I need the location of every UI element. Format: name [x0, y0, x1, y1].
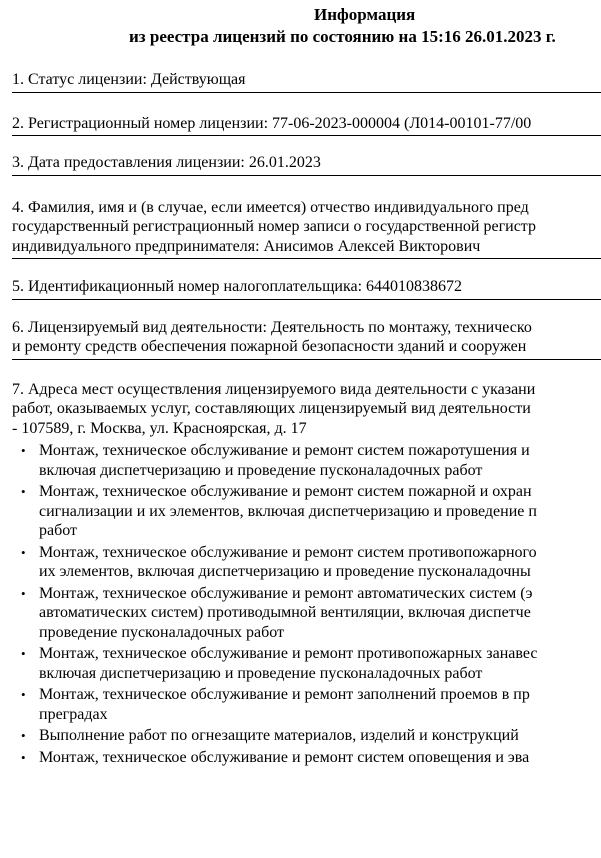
holder-line: 4. Фамилия, имя и (в случае, если имеется) отчество индивидуального пред — [12, 198, 529, 216]
list-item-line: Монтаж, техническое обслуживание и ремонт противопожарных занавес — [39, 645, 538, 662]
activity-line: 6. Лицензируемый вид деятельности: Деятельность по монтажу, техническо — [12, 318, 532, 336]
bullet-icon: • — [21, 646, 26, 661]
license-info-document — [12, 4, 601, 771]
list-item-line: Монтаж, техническое обслуживание и ремонт автоматических систем (э — [39, 584, 533, 602]
addresses-line: работ, оказываемых услуг, составляющих лицензируемый вид деятельности — [12, 400, 531, 417]
list-item — [12, 543, 601, 582]
bullet-icon: • — [21, 544, 26, 560]
list-item — [12, 685, 601, 724]
list-item-line: Монтаж, техническое обслуживание и ремонт систем пожаротушения и — [39, 442, 530, 459]
list-item — [12, 748, 601, 768]
bullet-icon: • — [21, 443, 26, 458]
holder-line: индивидуального предпринимателя: Анисимов Алексей Викторович — [12, 237, 481, 255]
address-text: - 107589, г. Москва, ул. Красноярская, д. 17 — [12, 419, 307, 437]
section-issue-date — [12, 153, 601, 176]
document-subtitle: из реестра лицензий по состоянию на 15:16 26.01.2023 г. — [129, 27, 556, 46]
addresses-line: 7. Адреса мест осуществления лицензируемого вида деятельности с указани — [12, 380, 536, 398]
list-item-line: Выполнение работ по огнезащите материалов, изделий и конструкций — [39, 727, 519, 744]
list-item — [12, 644, 601, 683]
bullet-icon: • — [21, 749, 26, 765]
works-list — [12, 441, 601, 767]
registration-number-text: 2. Регистрационный номер лицензии: 77-06-2023-000004 (Л014-00101-77/00 — [12, 114, 532, 132]
list-item-line: Монтаж, техническое обслуживание и ремонт систем оповещения и эва — [39, 748, 530, 766]
activity-line: и ремонту средств обеспечения пожарной безопасности зданий и сооружен — [12, 338, 527, 355]
section-inn — [12, 277, 601, 300]
list-item-line: включая диспетчеризацию и проведение пусконаладочных работ — [39, 461, 483, 479]
section-license-holder — [12, 198, 601, 260]
document-title: Информация — [314, 5, 416, 24]
list-item-line: сигнализации и их элементов, включая диспетчеризацию и проведение п — [39, 502, 537, 520]
list-item-line: их элементов, включая диспетчеризацию и проведение пусконаладочны — [39, 563, 531, 580]
bullet-icon: • — [21, 728, 26, 743]
list-item-line: Монтаж, техническое обслуживание и ремонт систем пожарной и охран — [39, 483, 532, 500]
list-item-line: включая диспетчеризацию и проведение пусконаладочных работ — [39, 664, 483, 682]
section-licensed-activity — [12, 318, 601, 360]
list-item-line: проведение пусконаладочных работ — [39, 623, 285, 641]
issue-date-text: 3. Дата предоставления лицензии: 26.01.2023 — [12, 154, 321, 171]
section-license-status — [12, 70, 601, 93]
bullet-icon: • — [21, 687, 26, 702]
list-item — [12, 482, 601, 541]
license-status-text: 1. Статус лицензии: Действующая — [12, 71, 246, 88]
document-header — [12, 4, 601, 48]
list-item — [12, 441, 601, 480]
list-item — [12, 584, 601, 643]
bullet-icon: • — [21, 484, 26, 499]
holder-line: государственный регистрационный номер записи о государственной регистр — [12, 218, 536, 235]
section-addresses — [12, 380, 601, 772]
section-registration-number — [12, 114, 601, 137]
list-item — [12, 726, 601, 746]
bullet-icon: • — [21, 585, 26, 601]
list-item-line: Монтаж, техническое обслуживание и ремонт заполнений проемов в пр — [39, 686, 530, 703]
list-item-line: работ — [39, 522, 78, 539]
list-item-line: автоматических систем) противодымной вентиляции, включая диспетче — [39, 604, 531, 621]
inn-text: 5. Идентификационный номер налогоплательщика: 644010838672 — [12, 278, 463, 295]
list-item-line: преградах — [39, 705, 108, 723]
list-item-line: Монтаж, техническое обслуживание и ремонт систем противопожарного — [39, 543, 537, 561]
